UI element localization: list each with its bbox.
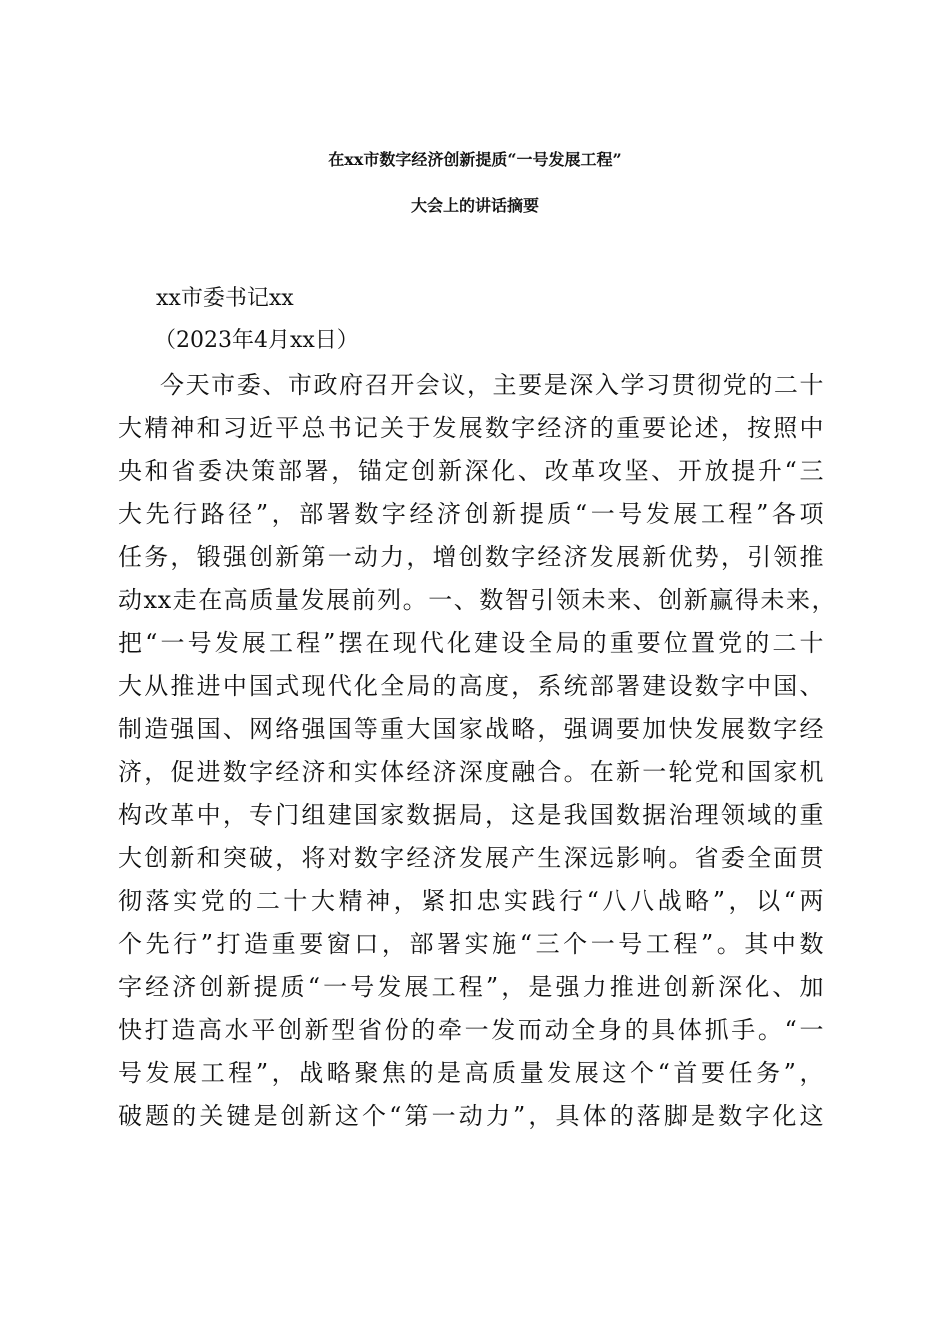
body-line-7: 把“一号发展工程”摆在现代化建设全局的重要位置党的二十 — [118, 629, 824, 657]
document-date: （2023年4月xx日） — [154, 328, 359, 353]
body-line-3: 央和省委决策部署，锚定创新深化、改革攻坚、开放提升“三 — [118, 457, 824, 485]
body-line-15: 字经济创新提质“一号发展工程”，是强力推进创新深化、加 — [118, 973, 824, 1001]
body-line-17: 号发展工程”，战略聚焦的是高质量发展这个“首要任务”， — [118, 1059, 824, 1087]
document-title-line-1: 在xx市数字经济创新提质“一号发展工程” — [328, 150, 622, 169]
body-line-13: 彻落实党的二十大精神，紧扣忠实践行“八八战略”，以“两 — [118, 887, 824, 915]
body-line-16: 快打造高水平创新型省份的牵一发而动全身的具体抓手。“一 — [118, 1016, 824, 1044]
body-line-5: 任务，锻强创新第一动力，增创数字经济发展新优势，引领推 — [118, 543, 824, 571]
body-line-10: 济，促进数字经济和实体经济深度融合。在新一轮党和国家机 — [118, 758, 824, 786]
body-line-8: 大从推进中国式现代化全局的高度，系统部署建设数字中国、 — [118, 672, 824, 700]
body-line-4: 大先行路径”，部署数字经济创新提质“一号发展工程”各项 — [118, 500, 824, 528]
document-author: xx市委书记xx — [156, 286, 294, 311]
body-line-18: 破题的关键是创新这个“第一动力”，具体的落脚是数字化这 — [118, 1102, 824, 1130]
body-line-11: 构改革中，专门组建国家数据局，这是我国数据治理领域的重 — [118, 801, 824, 829]
body-line-14: 个先行”打造重要窗口，部署实施“三个一号工程”。其中数 — [118, 930, 824, 958]
body-line-6: 动xx走在高质量发展前列。一、数智引领未来、创新赢得未来， — [118, 586, 836, 614]
body-line-12: 大创新和突破，将对数字经济发展产生深远影响。省委全面贯 — [118, 844, 824, 872]
body-line-2: 大精神和习近平总书记关于发展数字经济的重要论述，按照中 — [118, 414, 824, 442]
body-line-9: 制造强国、网络强国等重大国家战略，强调要加快发展数字经 — [118, 715, 824, 743]
document-title-line-2: 大会上的讲话摘要 — [410, 196, 539, 215]
body-line-1: 今天市委、市政府召开会议，主要是深入学习贯彻党的二十 — [160, 371, 824, 399]
